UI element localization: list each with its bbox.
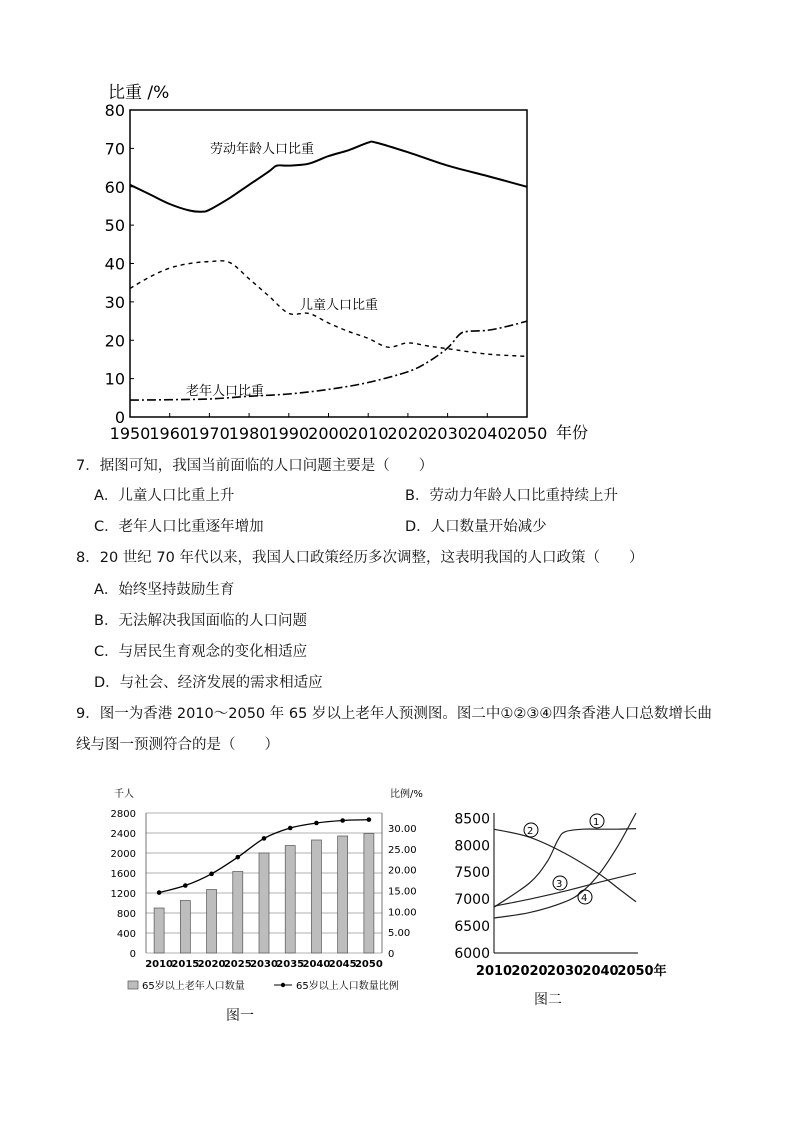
elderly-series-label: 老年人口比重 bbox=[186, 384, 265, 399]
fig1-x-tick-label: 2020 bbox=[197, 959, 226, 970]
fig1-legend-bar-swatch bbox=[128, 981, 138, 989]
main-chart-x-axis-label: 年份 bbox=[556, 423, 589, 442]
fig1-bar bbox=[207, 890, 217, 954]
option-7a[interactable]: A．儿童人口比重上升 bbox=[94, 488, 235, 504]
figure-one-hk-elderly-chart bbox=[100, 783, 440, 1003]
fig1-ratio-point bbox=[183, 883, 188, 888]
figure-two-hk-population-curves bbox=[446, 805, 686, 985]
question-number: 8． bbox=[76, 550, 100, 566]
fig1-right-tick-label: 0 bbox=[388, 949, 395, 960]
fig1-right-tick-label: 20.00 bbox=[388, 865, 417, 877]
main-chart-y-tick-label: 10 bbox=[104, 369, 125, 389]
main-chart-x-tick-label: 2010 bbox=[347, 424, 389, 443]
question-9 bbox=[76, 704, 712, 724]
fig1-bar bbox=[180, 901, 190, 954]
question-number: 9． bbox=[76, 706, 100, 722]
fig1-left-tick-label: 1600 bbox=[110, 869, 136, 880]
curve-4-label: 4 bbox=[581, 893, 588, 904]
fig1-right-tick-label: 30.00 bbox=[388, 824, 417, 835]
working-age-series-label: 劳动年龄人口比重 bbox=[210, 142, 315, 157]
fig1-legend-line-dot bbox=[281, 983, 285, 987]
option-7d[interactable]: D．人口数量开始减少 bbox=[405, 519, 547, 535]
main-chart-y-tick-label: 70 bbox=[104, 139, 125, 159]
fig1-ratio-point bbox=[262, 836, 267, 841]
curve-3-label: 3 bbox=[556, 879, 563, 890]
option-7c[interactable]: C．老年人口比重逐年增加 bbox=[94, 519, 264, 535]
main-chart-y-tick-label: 0 bbox=[114, 408, 125, 427]
fig1-ratio-point bbox=[157, 890, 162, 895]
curve-2-label: 2 bbox=[527, 826, 534, 837]
question-number: 7． bbox=[76, 458, 100, 474]
fig2-x-tick-label: 2040 bbox=[582, 964, 619, 979]
population-structure-chart bbox=[100, 78, 620, 448]
fig1-bar bbox=[311, 840, 321, 953]
fig1-ratio-point bbox=[367, 817, 372, 822]
children-series-label: 儿童人口比重 bbox=[300, 298, 379, 313]
question-9-line2: 线与图一预测符合的是（ ） bbox=[76, 737, 279, 753]
option-8b[interactable]: B．无法解决我国面临的人口问题 bbox=[94, 613, 307, 629]
main-chart-y-tick-label: 50 bbox=[104, 216, 125, 236]
fig1-left-tick-label: 0 bbox=[129, 949, 136, 960]
main-chart-x-tick-label: 1990 bbox=[268, 424, 310, 443]
fig1-left-axis-unit: 千人 bbox=[114, 789, 134, 800]
fig1-ratio-point bbox=[209, 872, 214, 877]
fig2-y-tick-label: 6000 bbox=[454, 946, 490, 962]
fig1-legend-bar-label: 65岁以上老年人口数量 bbox=[142, 981, 245, 992]
fig1-x-tick-label: 2040 bbox=[302, 959, 331, 970]
fig1-x-tick-label: 2045 bbox=[328, 959, 357, 970]
fig1-x-tick-label: 2050 bbox=[354, 959, 383, 970]
fig1-ratio-point bbox=[340, 818, 345, 823]
main-chart-x-tick-label: 2050 bbox=[506, 424, 548, 443]
fig1-bar bbox=[364, 834, 374, 954]
fig2-y-tick-label: 7000 bbox=[454, 892, 490, 909]
question-stem: 据图可知，我国当前面临的人口问题主要是（ ） bbox=[99, 458, 434, 474]
fig1-x-tick-label: 2030 bbox=[250, 959, 278, 970]
figure-one-caption: 图一 bbox=[226, 1008, 254, 1024]
fig1-bar bbox=[338, 836, 348, 953]
fig1-x-tick-label: 2025 bbox=[223, 959, 252, 970]
fig2-x-tick-label: 2010 bbox=[475, 964, 513, 979]
option-8a[interactable]: A．始终坚持鼓励生育 bbox=[94, 582, 235, 598]
fig1-right-axis-unit: 比例/% bbox=[390, 789, 423, 800]
fig1-left-tick-label: 1200 bbox=[110, 889, 136, 900]
main-chart-y-axis-label: 比重 /% bbox=[108, 83, 170, 103]
fig1-bar bbox=[285, 846, 295, 954]
fig1-bar bbox=[154, 908, 164, 953]
fig2-y-tick-label: 8000 bbox=[454, 838, 490, 855]
main-chart-x-tick-label: 2020 bbox=[387, 424, 429, 443]
fig1-legend-line-label: 65岁以上人口数量比例 bbox=[296, 981, 399, 992]
figure-two-caption: 图二 bbox=[534, 992, 562, 1008]
fig2-y-tick-label: 7500 bbox=[454, 865, 490, 882]
fig1-right-tick-label: 10.00 bbox=[388, 907, 417, 919]
fig2-x-tick-label: 2020 bbox=[511, 964, 548, 979]
question-8 bbox=[76, 548, 643, 568]
main-chart-y-tick-label: 80 bbox=[104, 101, 125, 120]
option-8c[interactable]: C．与居民生育观念的变化相适应 bbox=[94, 644, 308, 660]
main-chart-y-tick-label: 40 bbox=[104, 254, 125, 274]
fig1-ratio-point bbox=[288, 826, 293, 831]
fig1-right-tick-label: 5.00 bbox=[388, 928, 411, 940]
option-7b[interactable]: B．劳动力年龄人口比重持续上升 bbox=[405, 488, 618, 504]
fig1-left-tick-label: 2800 bbox=[110, 809, 136, 820]
main-chart-x-tick-label: 2000 bbox=[308, 424, 349, 443]
main-chart-x-tick-label: 2030 bbox=[427, 424, 468, 443]
main-chart-x-tick-label: 1960 bbox=[149, 424, 191, 443]
fig1-ratio-point bbox=[235, 855, 240, 860]
main-chart-x-tick-label: 1980 bbox=[228, 424, 270, 443]
fig1-left-tick-label: 2000 bbox=[110, 849, 136, 860]
main-chart-y-tick-label: 30 bbox=[104, 292, 125, 312]
question-7 bbox=[76, 456, 433, 476]
fig2-curve-1 bbox=[494, 829, 636, 908]
fig2-y-tick-label: 6500 bbox=[454, 919, 490, 936]
fig1-ratio-point bbox=[314, 821, 319, 826]
main-chart-x-tick-label: 1970 bbox=[189, 424, 230, 443]
main-chart-x-tick-label: 1950 bbox=[109, 424, 151, 443]
fig1-left-tick-label: 2400 bbox=[110, 829, 136, 840]
fig2-x-tick-label: 2050年 bbox=[617, 964, 667, 979]
fig1-bar bbox=[259, 853, 269, 953]
fig2-x-tick-label: 2030 bbox=[546, 964, 584, 979]
main-chart-y-tick-label: 20 bbox=[104, 331, 125, 351]
option-8d[interactable]: D．与社会、经济发展的需求相适应 bbox=[94, 675, 323, 691]
main-chart-y-tick-label: 60 bbox=[104, 177, 125, 197]
fig1-left-tick-label: 800 bbox=[116, 909, 136, 920]
question-stem: 20 世纪 70 年代以来，我国人口政策经历多次调整，这表明我国的人口政策（ ） bbox=[99, 550, 644, 566]
fig1-right-tick-label: 15.00 bbox=[388, 886, 417, 898]
fig1-left-tick-label: 400 bbox=[116, 929, 136, 940]
curve-1-label: 1 bbox=[593, 817, 600, 828]
question-stem-line1: 图一为香港 2010～2050 年 65 岁以上老年人预测图。图二中①②③④四条香港人口总数增长曲 bbox=[99, 706, 712, 722]
fig1-right-tick-label: 25.00 bbox=[388, 844, 417, 856]
fig1-x-tick-label: 2015 bbox=[171, 959, 200, 970]
working-age-population-line bbox=[130, 142, 527, 212]
fig1-bar bbox=[233, 872, 243, 954]
fig2-y-tick-label: 8500 bbox=[454, 811, 490, 828]
main-chart-x-tick-label: 2040 bbox=[466, 424, 508, 443]
fig1-x-tick-label: 2010 bbox=[145, 959, 174, 970]
fig1-x-tick-label: 2035 bbox=[276, 959, 305, 970]
